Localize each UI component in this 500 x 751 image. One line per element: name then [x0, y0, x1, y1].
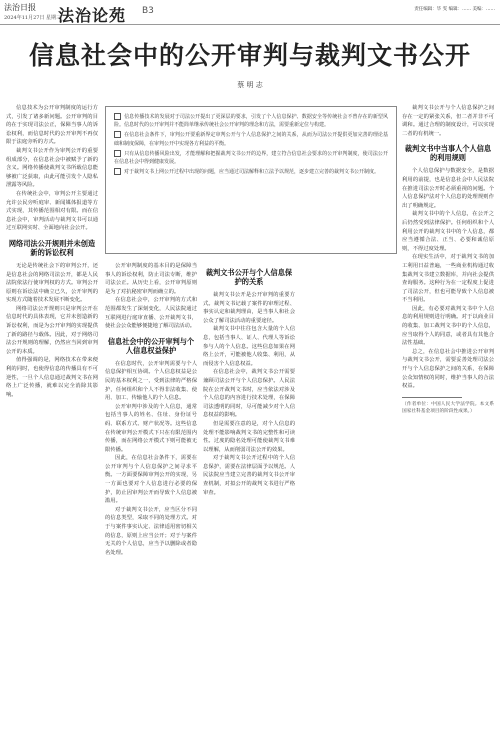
- column-1: [6, 104, 98, 399]
- checkbox-bullet-icon: [114, 113, 121, 120]
- paragraph: 在信息时代，公开审判需要与个人信息保护相互协调。个人信息权益是公民的基本权利之一，受到法律的严格保护，任何组织和个人不得非法收集、使用、加工、传输他人的个人信息。: [105, 360, 197, 402]
- checkbox-bullet-icon: [114, 168, 121, 175]
- masthead-logo: 法治日报: [4, 3, 36, 12]
- abstract-point: 只有从信息传播风险出发，才能理解和把握裁判文书公开的边界，建立符合信息社会要求的公开审判制度，使司法公开在信息社会中得到健康发展。: [114, 150, 388, 166]
- column-2: [105, 262, 197, 557]
- paragraph: 裁判文书公开作为审判公开的重要组成部分，在信息社会中被赋予了新的含义。网络传播使裁判文书所载信息能够被广泛获取，由此可能引发个人隐私泄露等风险。: [6, 147, 98, 189]
- abstract-point: 在信息社会条件下，审判公开要重新界定审判公开与个人信息保护之间的关系，从而为司法公开提供更加完善的理论基础和制度保障，在审判公开中实现各方利益的平衡。: [114, 132, 388, 147]
- paragraph: 公开审判制度的基本目的是保障当事人的诉讼权利，防止司法专断，维护司法公正。从历史上看，公开审判原则是为了对抗秘密审判而确立的。: [105, 263, 197, 295]
- editor-credits: 责任编辑：毕 雯 编辑：…… 美编：……: [414, 7, 495, 12]
- article-author: 蔡 明 志: [237, 81, 263, 89]
- page-code: B3: [142, 6, 154, 16]
- paragraph: 裁判文书公开是公开审判的重要方式。裁判文书记载了案件的审理过程、事实认定和裁判理由，是当事人和社会公众了解司法活动的重要途径。: [203, 292, 295, 324]
- paragraph: 在传统社会中，审判公开主要通过允许公民旁听庭审、新闻媒体报道等方式实现，其传播范围相对有限。而在信息社会中，审判活动与裁判文书可以通过互联网实时、全面地向社会公开。: [6, 190, 98, 232]
- paragraph: 在信息社会中，裁判文书公开需要兼顾司法公开与个人信息保护。人民法院在公开裁判文书时，应当依法对涉及个人信息的内容进行技术处理，在保障司法透明的同时，尽可能减少对个人信息权益的影响。: [203, 369, 295, 419]
- paragraph: 因此，在信息社会条件下，需要在公开审判与个人信息保护之间寻求平衡。一方面要保障审判公开的实现，另一方面也要对个人信息进行必要的保护，防止因审判公开而导致个人信息被滥用。: [105, 455, 197, 505]
- subheading: 信息社会中的公开审判与个人信息权益保护: [107, 336, 195, 355]
- paragraph: 裁判文书中往往包含大量的个人信息，包括当事人、证人、代理人等诉讼参与人的个人信息。这些信息如果在网络上公开，可能被他人收集、利用，从而侵害个人信息权益。: [203, 326, 295, 367]
- paragraph: 个人信息保护与数据安全，是数据利用的前提，也是信息社会中人民法院在推进司法公开时必须重视的问题。个人信息保护法对个人信息的处理规则作出了明确规定。: [402, 168, 494, 209]
- abstract-box: [105, 106, 397, 254]
- paragraph: 对于裁判文书公开过程中的个人信息保护，需要在法律层面予以规范。人民法院应当建立完善的裁判文书公开审查机制，对拟公开的裁判文书进行严格审查。: [203, 455, 295, 496]
- paragraph: 网络司法公开规则只是审判公开在信息时代的具体表现，它并未创造新的诉讼权利，而是为公开审判的实现提供了新的路径与载体。因此，对于网络司法公开规则的理解，仍然应当回到审判公开的本质。: [6, 305, 98, 355]
- paragraph: 信息技术为公开审判制度的运行方式，引发了诸多新问题。公开审判的目的在于实现司法公正，保障当事人的诉讼权利，而信息时代的公开审判不再仅限于法庭旁听的方式。: [6, 105, 98, 146]
- section-title: 法治论苑: [58, 6, 127, 25]
- paragraph: 公开审判中涉及的个人信息，通常包括当事人的姓名、住址、身份证号码、联系方式、财产状况等。这些信息在传统审判公开模式下只在有限范围内传播，而在网络公开模式下则可能被无限传播。: [105, 403, 197, 453]
- subheading: 裁判文书公开与个人信息保护的关系: [205, 268, 293, 286]
- paragraph: 在现实生活中，对于裁判文书的加工利用日益普遍，一些商业机构通过收集裁判文书建立数据库，并向社会提供查询服务。这种行为在一定程度上促进了司法公开，但也可能导致个人信息被不当利用。: [402, 254, 494, 304]
- paragraph: 总之，在信息社会中推进公开审判与裁判文书公开，需要妥善处理司法公开与个人信息保护之间的关系，在保障公众知情权的同时，维护当事人的合法权益。: [402, 348, 494, 390]
- subheading: 裁判文书中当事人个人信息的利用规则: [404, 144, 492, 163]
- paragraph: 但是需要注意的是，对个人信息的处理不能影响裁判文书的完整性和可读性。过度的隐名处理可能使裁判文书难以理解，从而削弱司法公开的效果。: [203, 420, 295, 453]
- checkbox-bullet-icon: [114, 131, 121, 138]
- paragraph: 在信息社会中，公开审判的方式和范围都发生了深刻变化，人民法院通过互联网进行庭审直播、公开裁判文书，使社会公众能够便捷地了解司法活动。: [105, 297, 197, 330]
- checkbox-bullet-icon: [114, 150, 121, 157]
- paragraph: 对于裁判文书公开，应当区分不同的信息类型，采取不同的处理方式。对于与案件事实认定、法律适用密切相关的信息，原则上应当公开；对于与案件无关的个人信息，应当予以删除或者隐名处理。: [105, 506, 197, 556]
- column-3: [203, 262, 295, 497]
- abstract-point: 对于裁判文书上网公开过程中出现的问题，应当通过司法解释和立法予以规范，逐步建立完善的裁判文书公开制度。: [114, 168, 388, 176]
- issue-date: 2024年11月27日 星期三: [4, 15, 62, 21]
- abstract-point: 信息传播技术的发展对于司法公开提出了更深层的要求，引发了个人信息保护、数据安全等传统社会不曾存在的新型风险。信息时代的公开审判并不能简单继承传统社会公开审判的理念和方法，需要重新定位与构建。: [114, 114, 388, 129]
- paragraph: 裁判文书中的个人信息，在公开之后仍然受到法律保护。任何组织和个人利用公开的裁判文书中的个人信息，都应当遵循合法、正当、必要和诚信原则，不得过度处理。: [402, 211, 494, 252]
- footnote: （作者单位：中国人民大学法学院。本文系国家社科基金项目的阶段性成果。）: [402, 397, 494, 416]
- paragraph: 无论是传统社会下的审判公开，还是信息社会的网络司法公开，都是人民法院依法行使审判权的方式。审判公开原则在诉讼法中确立已久，公开审判的实现方式随着技术发展不断变化。: [6, 262, 98, 304]
- paragraph: 裁判文书公开与个人信息保护之间存在一定的紧张关系，但二者并非不可调和。通过合理的制度设计，可以实现二者的有机统一。: [402, 105, 494, 137]
- paragraph: 值得强调的是，网络技术在带来便利的同时，也使得信息的传播具有不可逆性，一旦个人信息通过裁判文书在网络上广泛传播，就难以完全消除其影响。: [6, 357, 98, 398]
- paragraph: 因此，有必要对裁判文书中个人信息的利用规则进行明确。对于以商业目的收集、加工裁判文书中的个人信息，应当取得个人的同意，或者具有其他合法性基础。: [402, 305, 494, 347]
- article-title: 信息社会中的公开审判与裁判文书公开: [28, 41, 471, 70]
- newspaper-header: [0, 0, 500, 25]
- column-4: [402, 104, 494, 416]
- footnote-divider: [402, 397, 462, 398]
- subheading: 网络司法公开规则并未创造新的诉讼权利: [8, 238, 96, 257]
